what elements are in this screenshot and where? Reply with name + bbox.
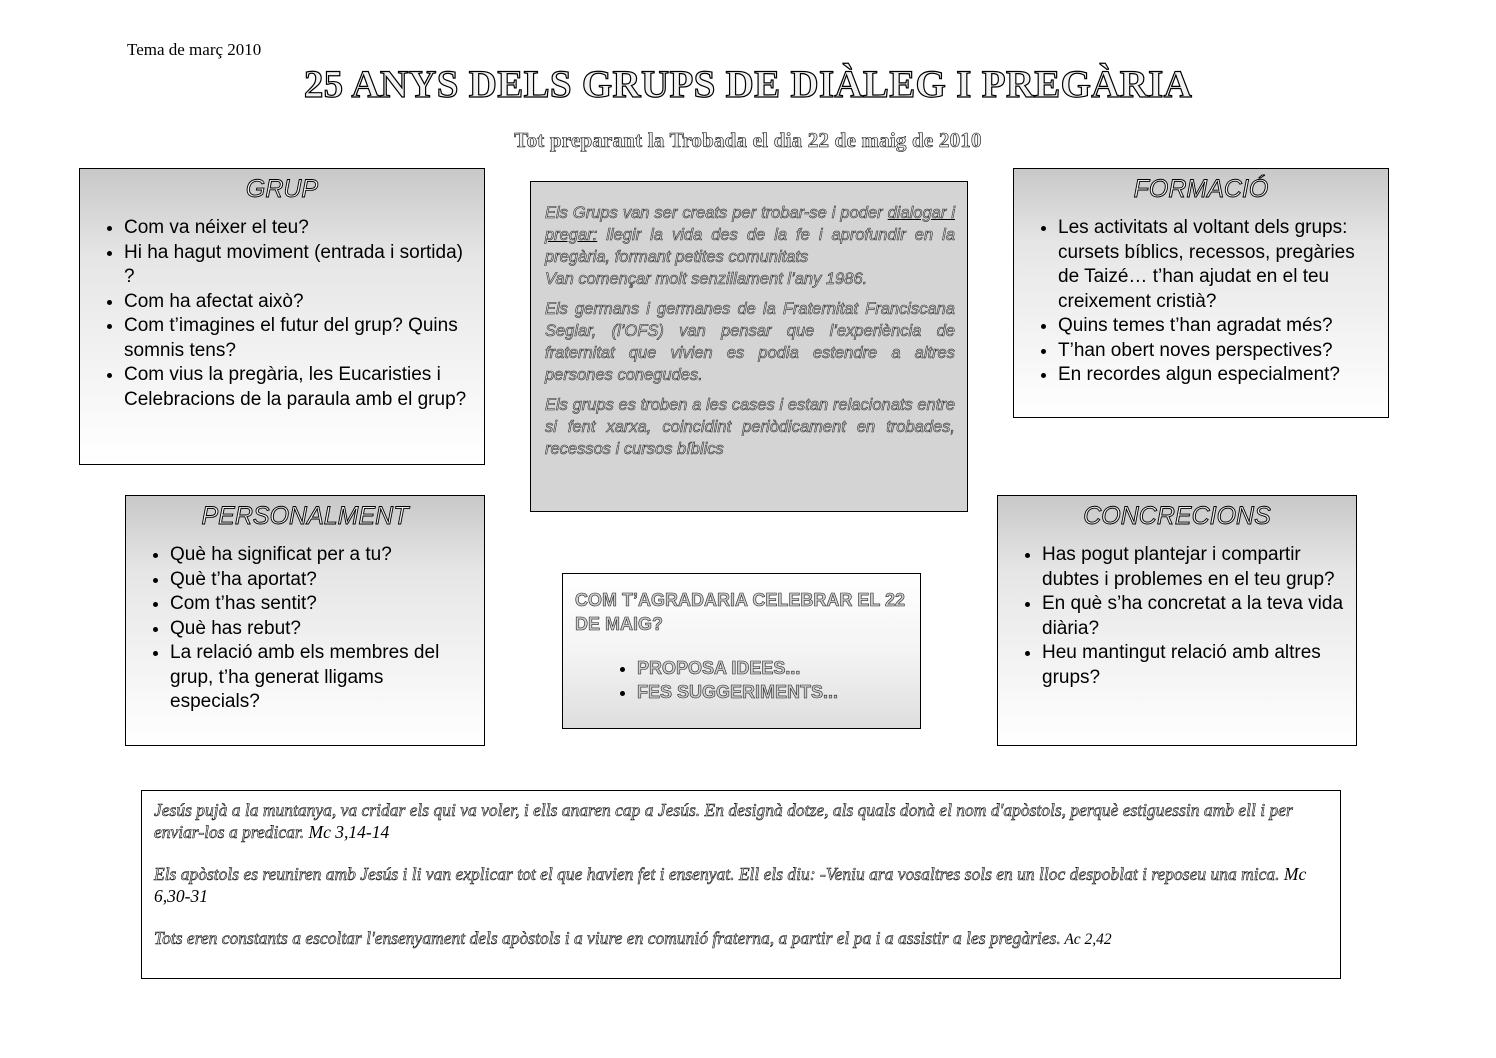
- celebrar-list: [575, 656, 908, 704]
- list-item: • Quins temes t’han agradat més?: [1058, 314, 1378, 339]
- personalment-heading: PERSONALMENT: [201, 502, 409, 530]
- quote-text: Jesús pujà a la muntanya, va cridar els qui va voler, i ells anaren cap a Jesús. En designà dotze, als quals donà el nom d'apòstols, perquè estiguessin amb ell i per enviar-los a predicar.: [154, 800, 1293, 842]
- scripture-quotes-box: [141, 790, 1341, 979]
- scripture-quote: [154, 927, 1328, 951]
- list-item: • FES SUGGERIMENTS...: [637, 680, 908, 704]
- formacio-heading: FORMACIÓ: [1133, 175, 1269, 203]
- quote-reference: Ac 2,42: [1060, 931, 1112, 948]
- list-item: • Com t’imagines el futur del grup? Quins somnis tens?: [124, 314, 474, 363]
- page-title: 25 ANYS DELS GRUPS DE DIÀLEG I PREGÀRIA: [303, 63, 1193, 106]
- quote-reference: Mc 6,30-31: [154, 864, 1307, 906]
- list-item: • Les activitats al voltant dels grups: cursets bíblics, recessos, pregàries de Taizé… t’han ajudat en el teu creixement cristià?: [1058, 216, 1378, 314]
- list-item: • Què has rebut?: [170, 617, 474, 642]
- quote-text: Tots eren constants a escoltar l'ensenyament dels apòstols i a viure en comunió fraterna, a partir el pa i a assistir a les pregàries.: [154, 928, 1061, 948]
- groups-info-box: [530, 181, 968, 512]
- formacio-box: [1013, 168, 1389, 418]
- concrecions-list: [998, 543, 1356, 690]
- list-item: • Què ha significat per a tu?: [170, 543, 474, 568]
- list-item: • Què t’ha aportat?: [170, 568, 474, 593]
- grup-box: [79, 168, 485, 465]
- personalment-list: [126, 543, 484, 715]
- list-item: • T’han obert noves perspectives?: [1058, 339, 1378, 364]
- celebrar-box: [562, 573, 921, 729]
- topic-date: Tema de març 2010: [127, 40, 262, 59]
- quote-reference: Mc 3,14-14: [304, 822, 390, 842]
- info-text: llegir la vida des de la fe i aprofundir en la pregària, formant petites comunitats: [545, 226, 955, 266]
- info-text: Van començar molt senzillament l’any 1986.: [545, 270, 868, 288]
- concrecions-box: [997, 495, 1357, 746]
- list-item: • Com va néixer el teu?: [124, 216, 474, 241]
- formacio-list: [1014, 216, 1388, 388]
- list-item: • PROPOSA IDEES...: [637, 656, 908, 680]
- scripture-quote: [154, 863, 1328, 907]
- info-paragraph-3: Els grups es troben a les cases i estan relacionats entre si fent xarxa, coincidint periòdicament en trobades, recessos i cursos bíblics: [545, 396, 955, 458]
- list-item: • Heu mantingut relació amb altres grups?: [1042, 641, 1346, 690]
- grup-list: [80, 216, 484, 412]
- list-item: • En recordes algun especialment?: [1058, 363, 1378, 388]
- list-item: • Has pogut plantejar i compartir dubtes i problemes en el teu grup?: [1042, 543, 1346, 592]
- concrecions-heading: CONCRECIONS: [1083, 502, 1271, 530]
- list-item: • Hi ha hagut moviment (entrada i sortida) ?: [124, 241, 474, 290]
- scripture-quote: [154, 799, 1328, 843]
- grup-heading: GRUP: [245, 175, 319, 203]
- list-item: • Com vius la pregària, les Eucaristies i Celebracions de la paraula amb el grup?: [124, 363, 474, 412]
- list-item: • La relació amb els membres del grup, t’ha generat lligams especials?: [170, 641, 474, 715]
- list-item: • Com t’has sentit?: [170, 592, 474, 617]
- info-text: Els Grups van ser creats per trobar-se i poder: [545, 204, 888, 222]
- list-item: • Com ha afectat això?: [124, 290, 474, 315]
- info-underlined-text: dialogar i pregar:: [545, 204, 955, 244]
- info-paragraph-2: Els germans i germanes de la Fraternitat Franciscana Seglar, (l’OFS) van pensar que l’experiència de fraternitat que vivien es podia estendre a altres persones conegudes.: [545, 300, 955, 384]
- quote-text: Els apòstols es reuniren amb Jesús i li van explicar tot el que havien fet i ensenyat. Ell els diu: -Veniu ara vosaltres sols en un lloc despoblat i reposeu una mica.: [154, 864, 1280, 884]
- personalment-box: [125, 495, 485, 746]
- list-item: • En què s’ha concretat a la teva vida diària?: [1042, 592, 1346, 641]
- page-subtitle: Tot preparant la Trobada el dia 22 de maig de 2010: [514, 128, 982, 152]
- info-paragraph-1: [545, 202, 955, 290]
- celebrar-question: COM T’AGRADARIA CELEBRAR EL 22 DE MAIG?: [575, 590, 906, 634]
